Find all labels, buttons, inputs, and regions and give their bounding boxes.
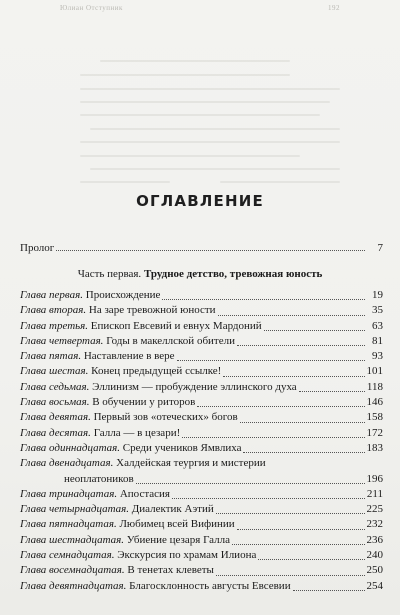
- page-title: ОГЛАВЛЕНИЕ: [136, 192, 264, 210]
- chapter-title: В обучении у риторов: [92, 396, 196, 409]
- chapter-page: 101: [366, 365, 383, 378]
- chapter-page: 158: [366, 411, 383, 424]
- toc-entry: [20, 349, 383, 364]
- chapter-title: Галла — в цезари!: [93, 426, 181, 439]
- chapter-label: Глава восьмая.: [20, 396, 90, 409]
- leader-dots: [293, 590, 365, 591]
- chapter-title: Первый зов «отеческих» богов: [93, 411, 238, 424]
- toc-entry-continued: [20, 472, 383, 487]
- chapter-label: Глава третья.: [20, 319, 89, 332]
- chapter-page: 211: [366, 487, 383, 500]
- part-heading: [0, 268, 400, 280]
- chapter-title: Епископ Евсевий и евнух Мардоний: [90, 319, 262, 332]
- chapter-title: Экскурсия по храмам Илиона: [117, 549, 257, 562]
- chapter-label: Глава двенадцатая.: [20, 457, 114, 470]
- leader-dots: [216, 513, 365, 514]
- chapter-page: 232: [366, 518, 383, 531]
- toc-entry: [20, 579, 383, 594]
- chapter-label: Глава десятая.: [20, 426, 91, 439]
- toc-entry: [20, 487, 383, 502]
- chapter-title: На заре тревожной юности: [88, 304, 216, 317]
- chapter-title: Среди учеников Ямвлиха: [122, 441, 242, 454]
- chapter-label: Глава первая.: [20, 289, 83, 301]
- leader-dots: [218, 315, 365, 316]
- running-head: [60, 4, 340, 12]
- prolog-label: Пролог: [20, 242, 55, 254]
- toc-entry: [20, 380, 383, 395]
- chapter-label: Глава шестая.: [20, 365, 89, 378]
- chapter-title: Годы в макеллской обители: [106, 334, 235, 347]
- chapter-label: Глава восемнадцатая.: [20, 564, 125, 577]
- chapter-label: Глава седьмая.: [20, 380, 90, 393]
- toc-entry: [20, 548, 383, 563]
- chapter-title: В тенетах клеветы: [127, 564, 214, 577]
- chapter-page: 250: [366, 564, 383, 577]
- chapter-page: 19: [372, 289, 383, 301]
- chapter-page: 172: [366, 426, 383, 439]
- leader-dots: [223, 376, 364, 377]
- chapter-label: Глава четырнадцатая.: [20, 503, 130, 516]
- chapter-title: Благосклонность августы Евсевии: [129, 579, 291, 592]
- leader-dots: [237, 529, 365, 530]
- bleed-through-text: [0, 0, 400, 200]
- part-label: Часть первая.: [77, 268, 142, 280]
- toc-prolog: [20, 242, 383, 254]
- toc-entry: [20, 410, 383, 425]
- chapter-page: 146: [366, 396, 383, 409]
- leader-dots: [243, 452, 364, 453]
- toc-entry: [20, 364, 383, 379]
- toc-list: [20, 288, 383, 594]
- toc-entry: [20, 334, 383, 349]
- chapter-page: 118: [366, 380, 383, 393]
- chapter-page: 225: [366, 503, 383, 516]
- chapter-title-continued: неоплатоников: [64, 472, 134, 485]
- chapter-page: 236: [366, 533, 383, 546]
- chapter-title: Диалектик Аэтий: [131, 503, 214, 516]
- chapter-title: Апостасия: [119, 487, 170, 500]
- leader-dots: [264, 330, 365, 331]
- toc-entry: [20, 441, 383, 456]
- toc-entry: [20, 395, 383, 410]
- running-head-page: 192: [328, 4, 340, 12]
- chapter-label: Глава четвертая.: [20, 334, 104, 347]
- toc-entry: [20, 319, 383, 334]
- chapter-title: Наставление в вере: [83, 350, 175, 363]
- leader-dots: [177, 360, 365, 361]
- toc-entry: [20, 456, 383, 471]
- chapter-page: 93: [372, 350, 383, 363]
- chapter-label: Глава шестнадцатая.: [20, 533, 125, 546]
- toc-entry: [20, 502, 383, 517]
- chapter-label: Глава одиннадцатая.: [20, 441, 121, 454]
- toc-entry: [20, 426, 383, 441]
- toc-entry: [20, 517, 383, 532]
- chapter-label: Глава пятнадцатая.: [20, 518, 117, 531]
- toc-entry: [20, 303, 383, 318]
- leader-dots: [56, 250, 365, 251]
- chapter-label: Глава пятая.: [20, 350, 82, 363]
- leader-dots: [240, 422, 365, 423]
- chapter-title: Происхождение: [85, 289, 161, 301]
- leader-dots: [182, 437, 364, 438]
- chapter-label: Глава девятнадцатая.: [20, 579, 127, 592]
- chapter-label: Глава вторая.: [20, 304, 87, 317]
- chapter-title: Эллинизм — пробуждение эллинского духа: [92, 380, 297, 393]
- leader-dots: [136, 483, 365, 484]
- chapter-page: 196: [366, 472, 383, 485]
- chapter-title: Конец предыдущей ссылке!: [91, 365, 222, 378]
- leader-dots: [216, 575, 365, 576]
- chapter-label: Глава девятая.: [20, 411, 91, 424]
- leader-dots: [258, 559, 364, 560]
- chapter-page: 254: [366, 579, 383, 592]
- leader-dots: [237, 345, 365, 346]
- prolog-page: 7: [377, 242, 383, 254]
- chapter-page: 35: [372, 304, 383, 317]
- leader-dots: [232, 544, 364, 545]
- chapter-label: Глава семнадцатая.: [20, 549, 115, 562]
- chapter-title: Халдейская теургия и мистерии: [116, 457, 266, 470]
- chapter-page: 183: [366, 441, 383, 454]
- chapter-label: Глава тринадцатая.: [20, 487, 118, 500]
- leader-dots: [162, 299, 365, 300]
- toc-entry: [20, 533, 383, 548]
- leader-dots: [299, 391, 365, 392]
- part-title: Трудное детство, тревожная юность: [143, 268, 323, 280]
- chapter-title: Убиение цезаря Галла: [126, 533, 231, 546]
- toc-entry: [20, 563, 383, 578]
- chapter-page: 81: [372, 334, 383, 347]
- chapter-title: Любимец всей Вифинии: [119, 518, 235, 531]
- running-head-left: Юлиан Отступник: [60, 4, 123, 12]
- leader-dots: [172, 498, 365, 499]
- chapter-page: 63: [372, 319, 383, 332]
- leader-dots: [197, 406, 364, 407]
- chapter-page: 240: [366, 549, 383, 562]
- toc-entry: [20, 288, 383, 303]
